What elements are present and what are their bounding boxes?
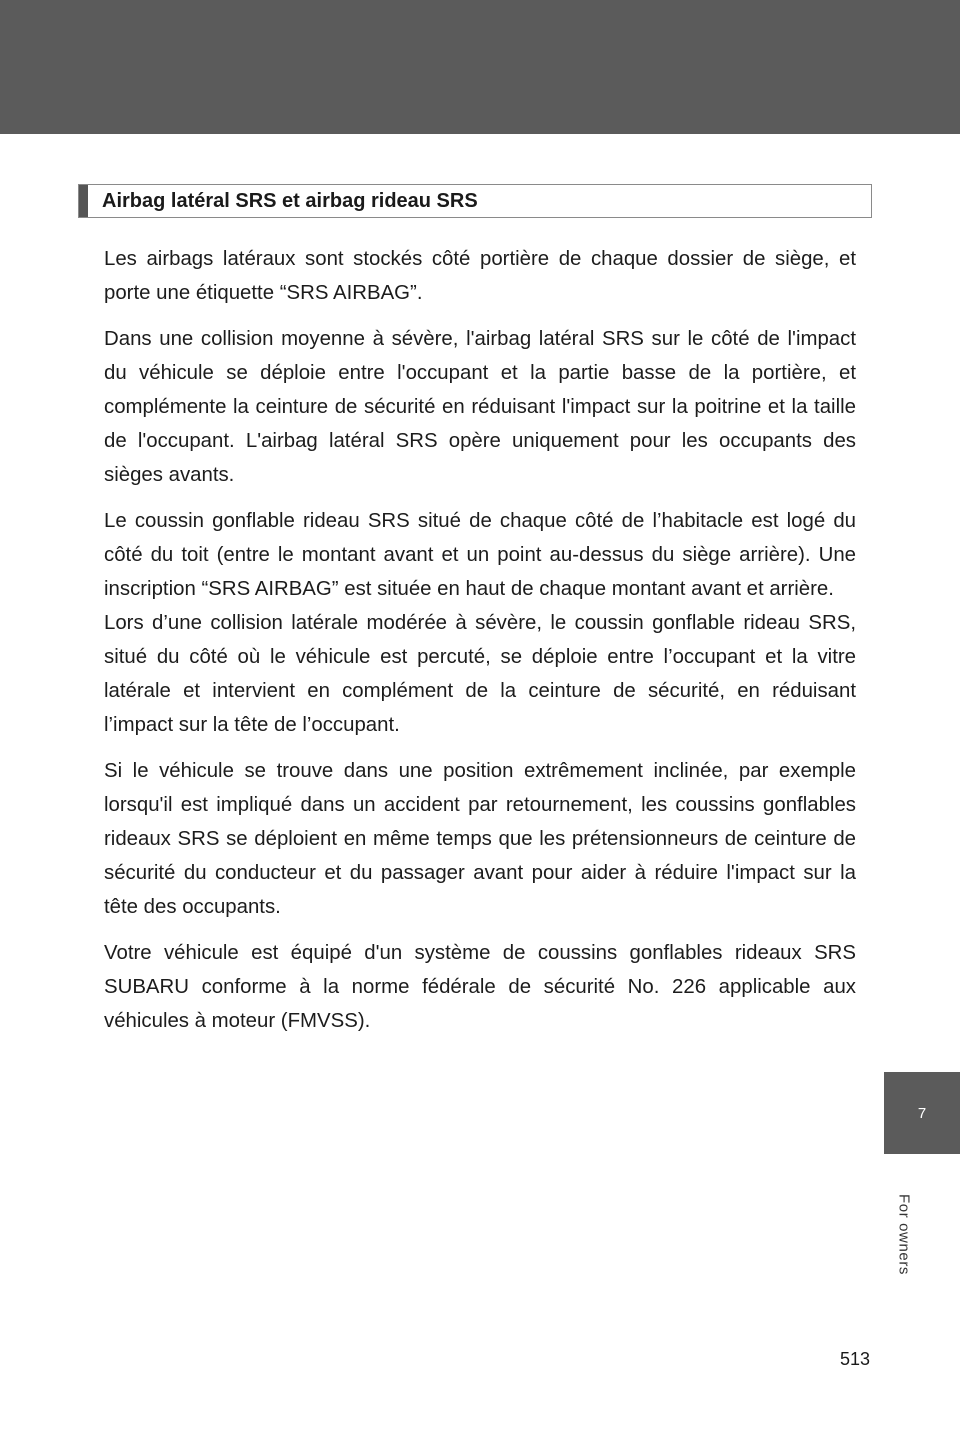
- chapter-number: 7: [917, 1104, 927, 1122]
- chapter-tab[interactable]: [884, 1072, 960, 1154]
- section-header-accent: [79, 185, 88, 217]
- paragraph: Dans une collision moyenne à sévère, l'airbag latéral SRS sur le côté de l'impact du véhicule se déploie entre l'occupant et la partie basse de la portière, et complémente la ceinture de sécurité en réduisant l'impact sur la poitrine et la taille de l'occupant. L'airbag latéral SRS opère uniquement pour les occupants des sièges avants.: [104, 328, 856, 486]
- section-title: Airbag latéral SRS et airbag rideau SRS: [102, 189, 478, 212]
- page-number: 513: [839, 1349, 870, 1369]
- paragraph: Les airbags latéraux sont stockés côté portière de chaque dossier de siège, et porte une étiquette “SRS AIRBAG”.: [104, 248, 856, 304]
- body-text: [104, 242, 856, 1050]
- paragraph: Votre véhicule est équipé d'un système de coussins gonflables rideaux SRS SUBARU conforme à la norme fédérale de sécurité No. 226 applicable aux véhicules à moteur (FMVSS).: [104, 942, 856, 1032]
- chapter-tab-label: [884, 1170, 924, 1300]
- paragraph: Si le véhicule se trouve dans une position extrêmement inclinée, par exemple lorsqu'il est impliqué dans un accident par retournement, les coussins gonflables rideaux SRS se déploient en même temps que les prétensionneurs de ceinture de sécurité du conducteur et du passager avant pour aider à réduire l'impact sur la tête des occupants.: [104, 760, 856, 918]
- paragraph: Le coussin gonflable rideau SRS situé de chaque côté de l’habitacle est logé du côté du toit (entre le montant avant et un point au-dessus du siège arrière). Une inscription “SRS AIRBAG” est située en haut de chaque montant avant et arrière.: [104, 510, 856, 600]
- chapter-label: For owners: [895, 1194, 913, 1276]
- top-banner: [0, 0, 960, 134]
- paragraph: Lors d’une collision latérale modérée à sévère, le coussin gonflable rideau SRS, situé du côté où le véhicule est percuté, se déploie entre l’occupant et la vitre latérale et intervient en complément de la ceinture de sécurité, en réduisant l’impact sur la tête de l’occupant.: [104, 612, 856, 736]
- section-header: [78, 184, 872, 218]
